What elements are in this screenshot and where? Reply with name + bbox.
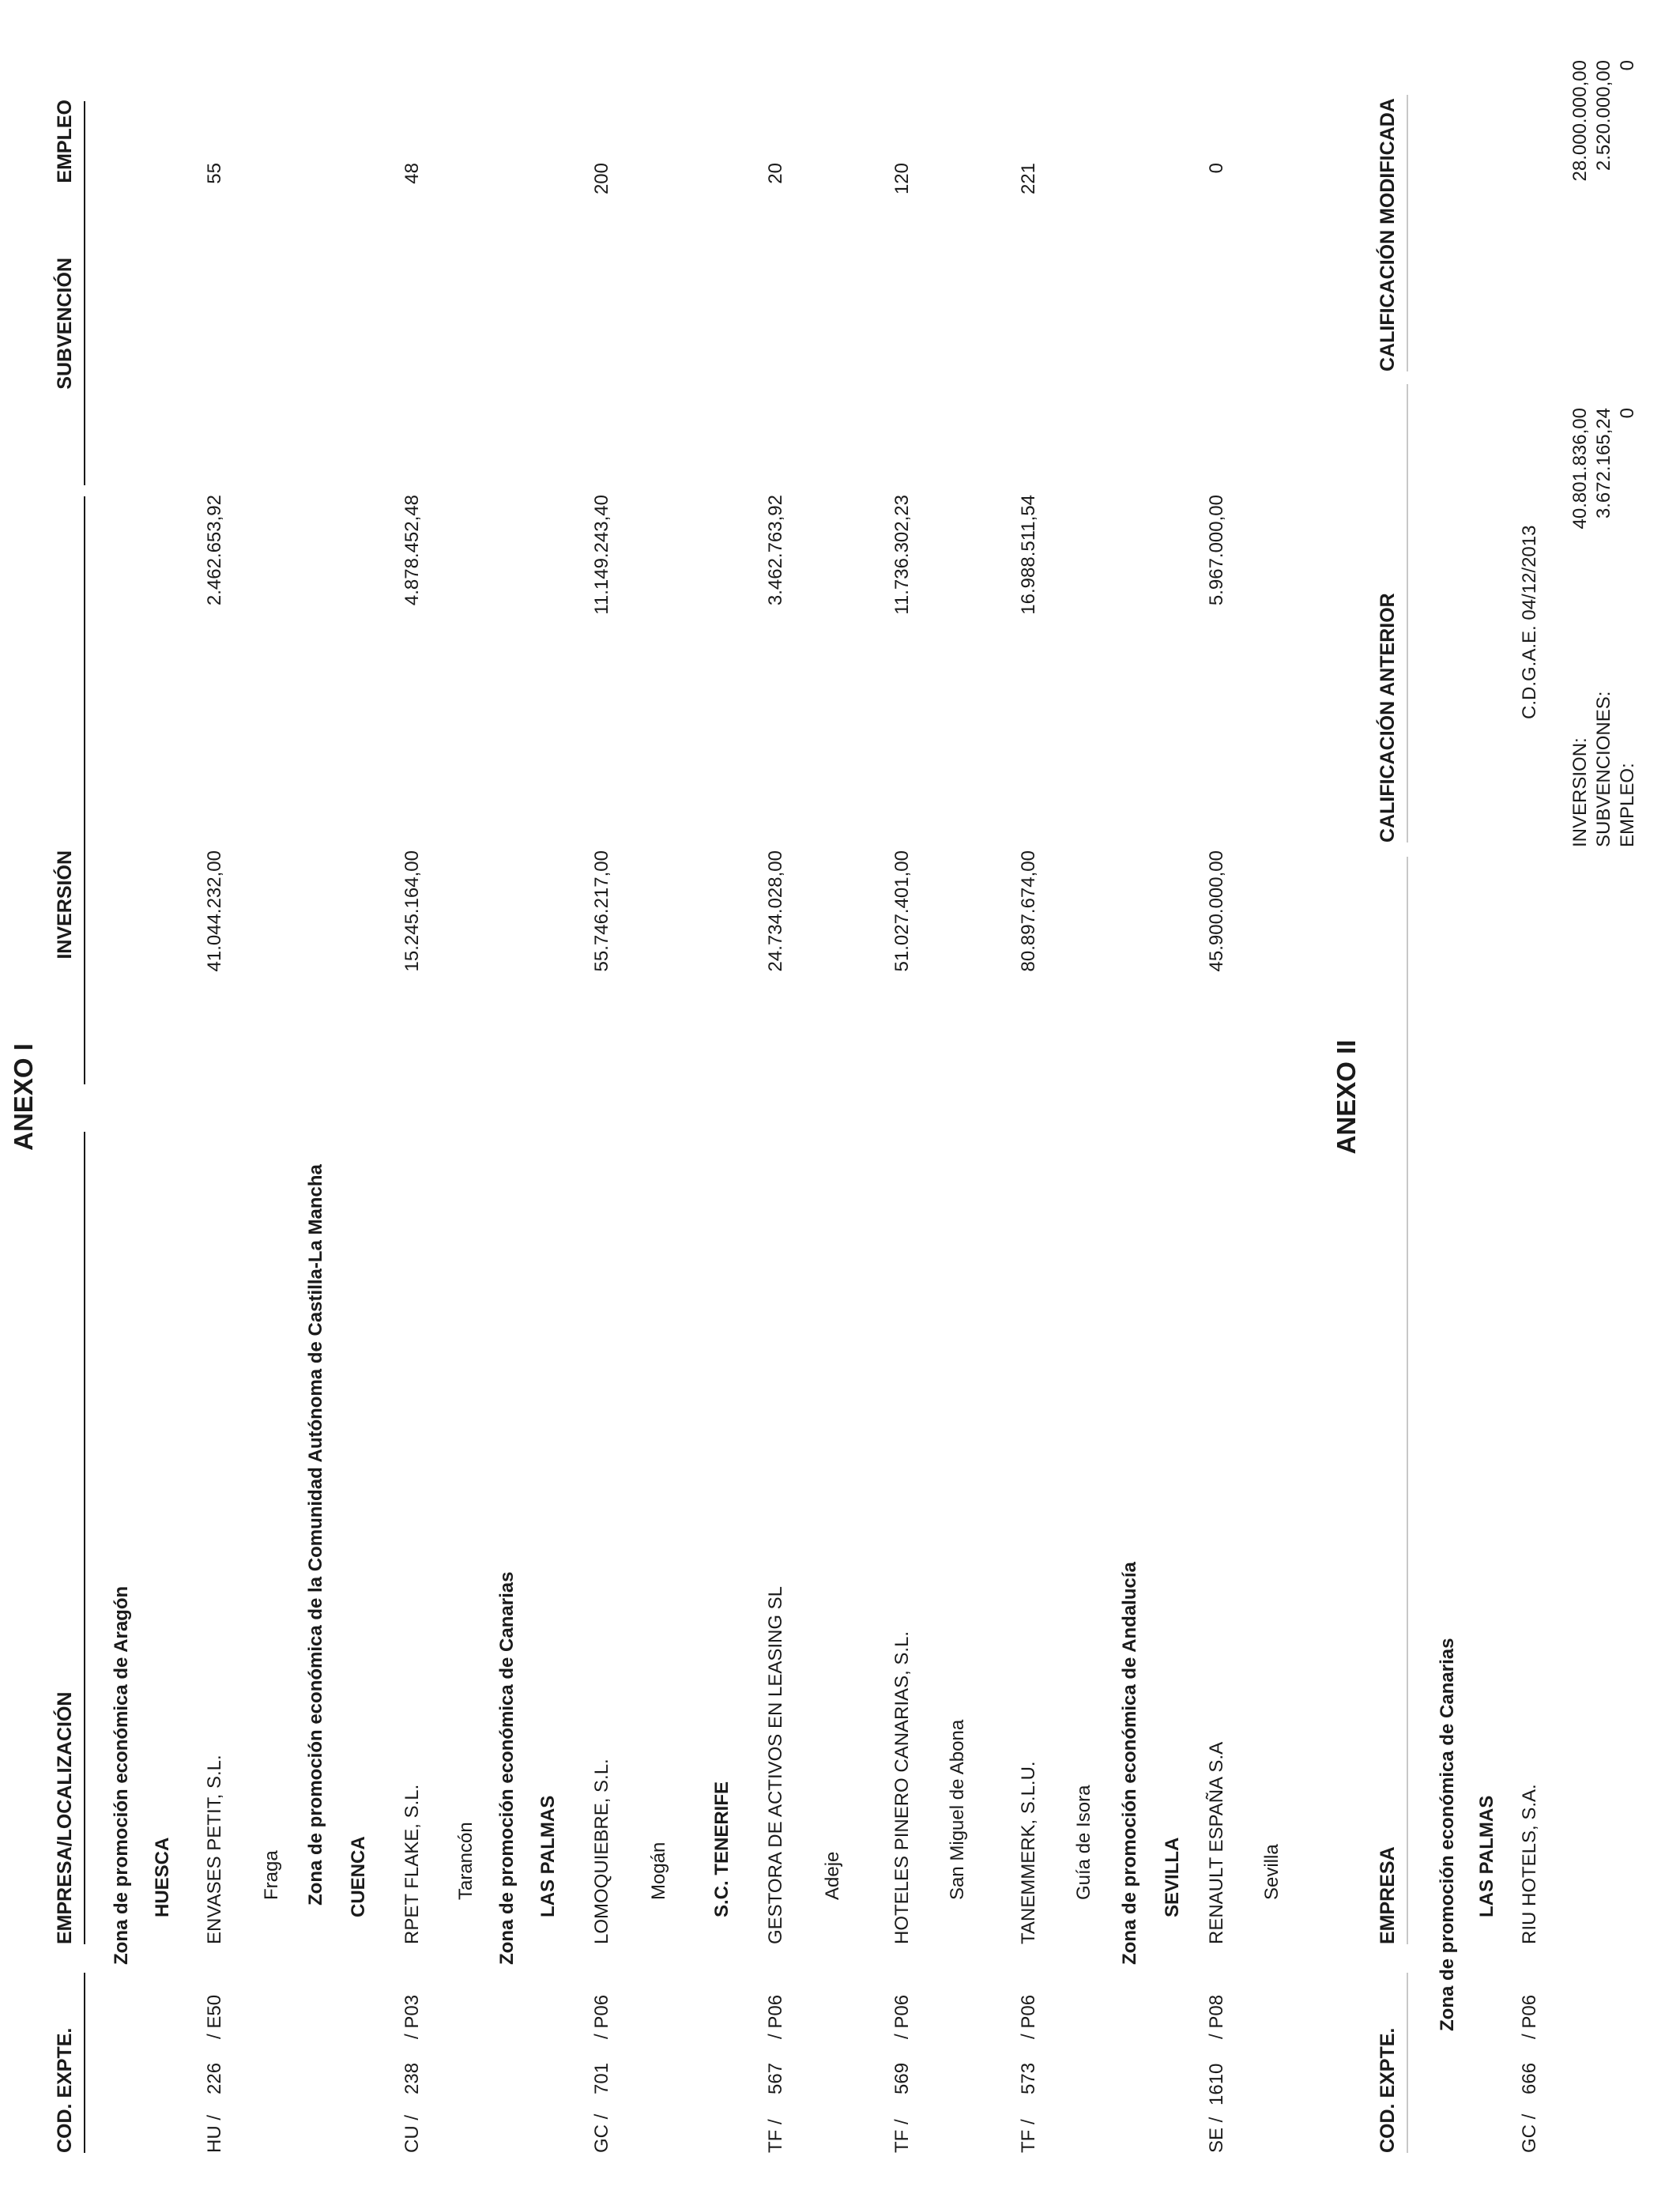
province-heading: S.C. TENERIFE bbox=[711, 1781, 733, 1917]
cdgae-reference: C.D.G.A.E. 04/12/2013 bbox=[1519, 525, 1540, 719]
expte-zone-code: / P06 bbox=[1519, 1994, 1540, 2039]
prov-code: HU / bbox=[204, 2115, 225, 2153]
inversion-value: 24.734.028,00 bbox=[765, 850, 786, 972]
empleo-value: 0 bbox=[1206, 163, 1227, 174]
province-heading: HUESCA bbox=[152, 1837, 173, 1917]
zone-heading: Zona de promoción económica de Andalucía bbox=[1119, 1562, 1140, 1965]
subvencion-value: 11.149.243,40 bbox=[591, 495, 612, 615]
inversion-value: 45.900.000,00 bbox=[1206, 850, 1227, 972]
header-subvencion: SUBVENCIÓN bbox=[54, 258, 76, 390]
company-name: RENAULT ESPAÑA S.A bbox=[1206, 1741, 1227, 1944]
header-cod-expte: COD. EXPTE. bbox=[1377, 2027, 1399, 2153]
empleo-value: 221 bbox=[1018, 163, 1039, 195]
province-heading: CUENCA bbox=[348, 1836, 369, 1917]
anterior-empleo: 0 bbox=[1617, 408, 1638, 419]
empleo-value: 200 bbox=[591, 163, 612, 195]
anexo-2-title: ANEXO II bbox=[1332, 1039, 1361, 1155]
company-name: TANEMMERK, S.L.U. bbox=[1018, 1761, 1039, 1944]
anterior-subvenciones: 3.672.165,24 bbox=[1593, 408, 1614, 519]
expte-zone-code: / P06 bbox=[765, 1994, 786, 2039]
expte-zone-code: / P06 bbox=[1018, 1994, 1039, 2039]
prov-code: TF / bbox=[1018, 2119, 1039, 2153]
anexo-1-title: ANEXO I bbox=[9, 1043, 38, 1151]
inversion-value: 51.027.401,00 bbox=[891, 850, 913, 972]
location: Guía de Isora bbox=[1073, 1785, 1094, 1900]
location: San Miguel de Abona bbox=[947, 1719, 968, 1900]
subvencion-value: 11.736.302,23 bbox=[891, 495, 913, 615]
label-inversion: INVERSION: bbox=[1569, 737, 1591, 847]
underline-modificada bbox=[1407, 95, 1408, 371]
prov-code: CU / bbox=[401, 2115, 423, 2153]
zone-heading: Zona de promoción económica de Aragón bbox=[111, 1585, 132, 1965]
underline-cod bbox=[1407, 1973, 1408, 2153]
expte-number: 701 bbox=[591, 2062, 612, 2094]
anterior-inversion: 40.801.836,00 bbox=[1569, 408, 1591, 530]
zone-heading: Zona de promoción económica de Canarias bbox=[496, 1571, 518, 1965]
expte-number: 1610 bbox=[1206, 2063, 1227, 2105]
expte-zone-code: / P06 bbox=[591, 1994, 612, 2039]
zone-heading: Zona de promoción económica de la Comunidad Autónoma de Castilla-La Mancha bbox=[305, 1164, 326, 1906]
subvencion-value: 4.878.452,48 bbox=[401, 495, 423, 606]
company-name: HOTELES PINERO CANARIAS, S.L. bbox=[891, 1630, 913, 1944]
province-heading: LAS PALMAS bbox=[1476, 1795, 1497, 1917]
expte-zone-code: / P03 bbox=[401, 1994, 423, 2039]
company-name: RPET FLAKE, S.L. bbox=[401, 1784, 423, 1944]
inversion-value: 15.245.164,00 bbox=[401, 850, 423, 972]
header-cod-expte: COD. EXPTE. bbox=[54, 2027, 76, 2153]
modificada-empleo: 0 bbox=[1617, 60, 1638, 71]
location: Fraga bbox=[261, 1850, 282, 1900]
company-name: RIU HOTELS, S.A. bbox=[1519, 1784, 1540, 1944]
expte-number: 569 bbox=[891, 2062, 913, 2094]
header-empresa-localizacion: EMPRESA/LOCALIZACIÓN bbox=[54, 1691, 76, 1944]
header-calificacion-modificada: CALIFICACIÓN MODIFICADA bbox=[1377, 98, 1399, 371]
underline-anterior bbox=[1407, 384, 1408, 843]
subvencion-value: 16.988.511,54 bbox=[1018, 495, 1039, 615]
header-empleo: EMPLEO bbox=[54, 100, 76, 183]
company-name: LOMOQUIEBRE, S.L. bbox=[591, 1759, 612, 1944]
empleo-value: 48 bbox=[401, 163, 423, 184]
underline-cod bbox=[84, 1973, 85, 2153]
header-inversion: INVERSIÓN bbox=[54, 850, 76, 959]
location: Tarancón bbox=[455, 1822, 477, 1900]
province-heading: LAS PALMAS bbox=[537, 1795, 559, 1917]
location: Adeje bbox=[822, 1851, 843, 1900]
company-name: GESTORA DE ACTIVOS EN LEASING SL bbox=[765, 1585, 786, 1944]
prov-code: TF / bbox=[891, 2119, 913, 2153]
subvencion-value: 2.462.653,92 bbox=[204, 495, 225, 606]
expte-zone-code: / P08 bbox=[1206, 1994, 1227, 2039]
expte-number: 666 bbox=[1519, 2062, 1540, 2094]
subvencion-value: 5.967.000,00 bbox=[1206, 495, 1227, 606]
prov-code: SE / bbox=[1206, 2117, 1227, 2153]
empleo-value: 55 bbox=[204, 163, 225, 184]
inversion-value: 41.044.232,00 bbox=[204, 850, 225, 972]
header-empresa: EMPRESA bbox=[1377, 1846, 1399, 1944]
underline-subvencion-empleo bbox=[84, 101, 85, 485]
location: Sevilla bbox=[1261, 1844, 1283, 1900]
modificada-subvenciones: 2.520.000,00 bbox=[1593, 60, 1614, 172]
label-subvenciones: SUBVENCIONES: bbox=[1593, 691, 1614, 847]
inversion-value: 55.746.217,00 bbox=[591, 850, 612, 972]
province-heading: SEVILLA bbox=[1162, 1837, 1183, 1917]
empleo-value: 20 bbox=[765, 163, 786, 184]
expte-number: 573 bbox=[1018, 2062, 1039, 2094]
prov-code: GC / bbox=[1519, 2113, 1540, 2153]
prov-code: GC / bbox=[591, 2113, 612, 2153]
expte-zone-code: / E50 bbox=[204, 1994, 225, 2039]
label-empleo: EMPLEO: bbox=[1617, 763, 1638, 847]
prov-code: TF / bbox=[765, 2119, 786, 2153]
header-calificacion-anterior: CALIFICACIÓN ANTERIOR bbox=[1377, 593, 1399, 843]
underline-inversion-subvencion bbox=[84, 496, 85, 1084]
company-name: ENVASES PETIT, S.L. bbox=[204, 1755, 225, 1944]
zone-heading: Zona de promoción económica de Canarias bbox=[1437, 1638, 1458, 2031]
modificada-inversion: 28.000.000,00 bbox=[1569, 60, 1591, 182]
underline-empresa bbox=[1407, 857, 1408, 1944]
inversion-value: 80.897.674,00 bbox=[1018, 850, 1039, 972]
expte-number: 567 bbox=[765, 2062, 786, 2094]
expte-number: 238 bbox=[401, 2062, 423, 2094]
empleo-value: 120 bbox=[891, 163, 913, 195]
expte-zone-code: / P06 bbox=[891, 1994, 913, 2039]
expte-number: 226 bbox=[204, 2062, 225, 2094]
location: Mogán bbox=[648, 1842, 669, 1900]
subvencion-value: 3.462.763,92 bbox=[765, 495, 786, 606]
underline-empresa bbox=[84, 1132, 85, 1944]
